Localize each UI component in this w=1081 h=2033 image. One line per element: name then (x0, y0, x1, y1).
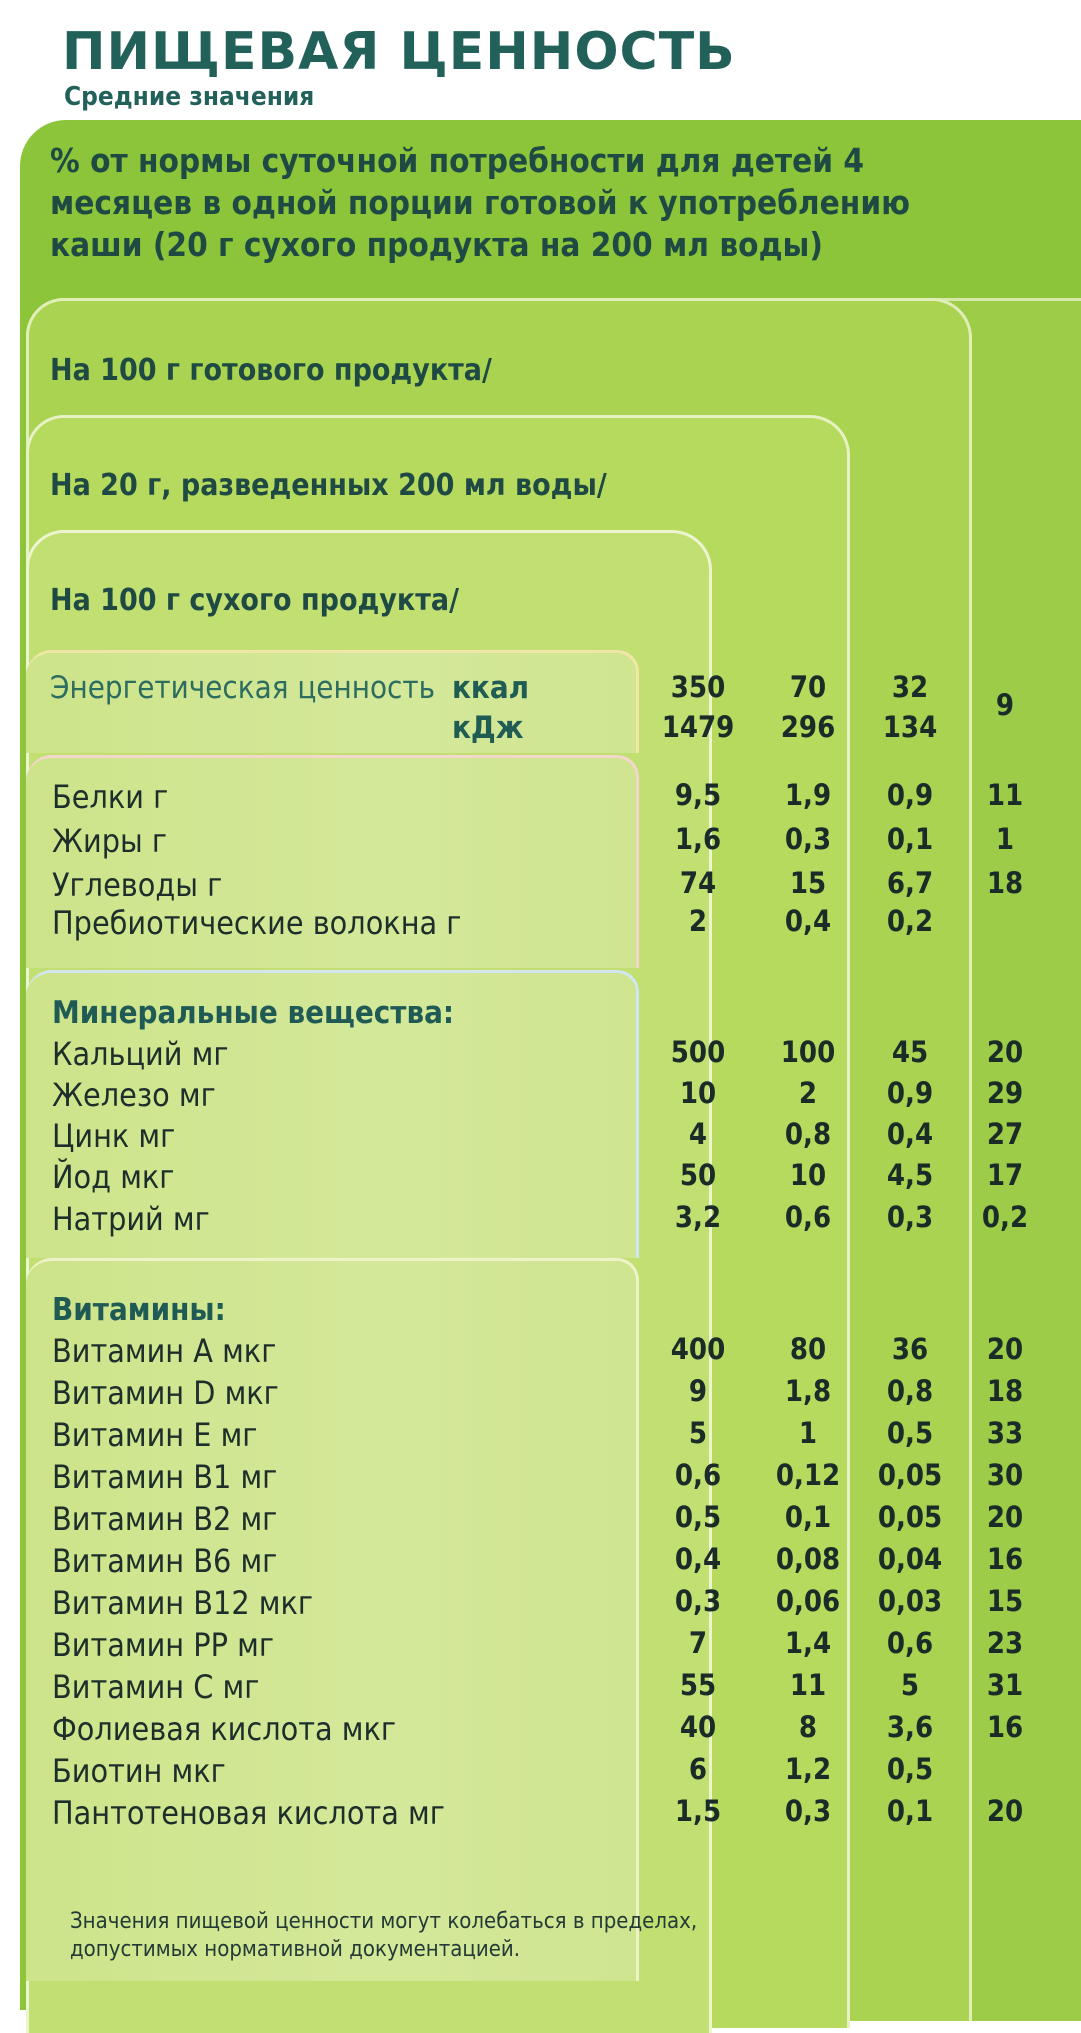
cell-value: 4 (688, 1117, 708, 1151)
header-per-100g-ready: На 100 г готового продукта/ (50, 353, 492, 388)
cell-value: 31 (986, 1668, 1024, 1702)
cell-value: 36 (891, 1332, 929, 1366)
cell-value: 0,4 (674, 1542, 722, 1576)
cell-value: 0,6 (674, 1458, 722, 1492)
cell-value: 0,6 (784, 1200, 832, 1234)
cell-value: 0,9 (886, 778, 934, 812)
cell-value: 11 (986, 778, 1024, 812)
cell-value: 1 (995, 822, 1015, 856)
cell-value: 0,8 (784, 1117, 832, 1151)
nutrient-name: Витамин РР мг (52, 1626, 274, 1664)
cell-value: 1,9 (784, 778, 832, 812)
cell-value: 5 (900, 1668, 920, 1702)
cell-value: 1,8 (784, 1374, 832, 1408)
cell-value: 0,06 (775, 1584, 841, 1618)
cell-value: 27 (986, 1117, 1024, 1151)
energy-kj-value: 1479 (661, 710, 735, 744)
table-row (0, 822, 1081, 862)
table-row (0, 1752, 1081, 1792)
cell-value: 20 (986, 1500, 1024, 1534)
nutrient-name: Цинк мг (52, 1117, 176, 1155)
cell-value: 1,6 (674, 822, 722, 856)
energy-unit-kj: кДж (452, 710, 524, 746)
cell-value: 0,9 (886, 1076, 934, 1110)
cell-value: 9,5 (674, 778, 722, 812)
cell-value: 3,6 (886, 1710, 934, 1744)
cell-value: 0,3 (886, 1200, 934, 1234)
cell-value: 400 (670, 1332, 726, 1366)
energy-kcal-value: 32 (891, 670, 929, 704)
nutrient-name: Витамин D мкг (52, 1374, 279, 1412)
nutrient-name: Витамин В12 мкг (52, 1584, 313, 1622)
cell-value: 0,05 (877, 1500, 943, 1534)
energy-label: Энергетическая ценность (50, 670, 436, 706)
cell-value: 0,05 (877, 1458, 943, 1492)
cell-value: 0,04 (877, 1542, 943, 1576)
energy-kcal-value: 350 (670, 670, 726, 704)
cell-value: 0,5 (886, 1752, 934, 1786)
energy-kj-value: 296 (780, 710, 836, 744)
nutrient-name: Витамин С мг (52, 1668, 260, 1706)
cell-value: 0,12 (775, 1458, 841, 1492)
nutrient-name: Белки г (52, 778, 169, 816)
cell-value: 18 (986, 866, 1024, 900)
energy-kcal-row (0, 670, 1081, 722)
nutrient-name: Пребиотические волокна г (52, 904, 462, 942)
cell-value: 100 (780, 1035, 836, 1069)
table-row (0, 1626, 1081, 1666)
cell-value: 0,4 (784, 904, 832, 938)
cell-value: 6 (688, 1752, 708, 1786)
cell-value: 0,5 (674, 1500, 722, 1534)
table-row (0, 866, 1081, 906)
cell-value: 20 (986, 1035, 1024, 1069)
cell-value: 8 (798, 1710, 818, 1744)
energy-unit-kcal: ккал (452, 670, 530, 706)
table-row (0, 1076, 1081, 1116)
cell-value: 6,7 (886, 866, 934, 900)
nutrient-name: Углеводы г (52, 866, 223, 904)
cell-value: 0,3 (784, 822, 832, 856)
nutrient-name: Витамин Е мг (52, 1416, 258, 1454)
cell-value: 18 (986, 1374, 1024, 1408)
nutrient-name: Железо мг (52, 1076, 216, 1114)
cell-value: 0,1 (886, 822, 934, 856)
table-row (0, 1416, 1081, 1456)
cell-value: 80 (789, 1332, 827, 1366)
table-row (0, 778, 1081, 818)
cell-value: 0,2 (886, 904, 934, 938)
cell-value: 29 (986, 1076, 1024, 1110)
cell-value: 0,4 (886, 1117, 934, 1151)
cell-value: 20 (986, 1794, 1024, 1828)
cell-value: 50 (679, 1158, 717, 1192)
cell-value: 2 (688, 904, 708, 938)
cell-value: 10 (679, 1076, 717, 1110)
cell-value: 1 (798, 1416, 818, 1450)
table-row (0, 1200, 1081, 1240)
nutrient-name: Натрий мг (52, 1200, 210, 1238)
nutrient-name: Биотин мкг (52, 1752, 226, 1790)
table-row (0, 1668, 1081, 1708)
cell-value: 1,5 (674, 1794, 722, 1828)
cell-value: 0,1 (784, 1500, 832, 1534)
cell-value: 1,2 (784, 1752, 832, 1786)
cell-value: 23 (986, 1626, 1024, 1660)
table-row (0, 1584, 1081, 1624)
cell-value: 0,03 (877, 1584, 943, 1618)
table-row (0, 1332, 1081, 1372)
nutrient-name: Йод мкг (52, 1158, 175, 1196)
cell-value: 16 (986, 1542, 1024, 1576)
cell-value: 33 (986, 1416, 1024, 1450)
cell-value: 30 (986, 1458, 1024, 1492)
cell-value: 0,6 (886, 1626, 934, 1660)
cell-value: 10 (789, 1158, 827, 1192)
nutrient-name: Фолиевая кислота мкг (52, 1710, 396, 1748)
cell-value: 16 (986, 1710, 1024, 1744)
vitamins-title: Витамины: (52, 1292, 226, 1328)
page-subtitle: Средние значения (64, 82, 315, 112)
cell-value: 3,2 (674, 1200, 722, 1234)
cell-value: 74 (679, 866, 717, 900)
energy-kj-row (0, 710, 1081, 750)
cell-value: 5 (688, 1416, 708, 1450)
cell-value: 9 (688, 1374, 708, 1408)
nutrient-name: Витамин В6 мг (52, 1542, 278, 1580)
table-row (0, 1710, 1081, 1750)
header-per-100g-dry: На 100 г сухого продукта/ (50, 583, 459, 618)
cell-value: 0,3 (674, 1584, 722, 1618)
table-row (0, 1794, 1081, 1834)
energy-kcal-value: 70 (789, 670, 827, 704)
cell-value: 4,5 (886, 1158, 934, 1192)
energy-percent-value: 9 (995, 688, 1015, 722)
nutrient-name: Жиры г (52, 822, 167, 860)
table-row (0, 1374, 1081, 1414)
table-row (0, 1035, 1081, 1075)
cell-value: 0,1 (886, 1794, 934, 1828)
table-row (0, 1542, 1081, 1582)
header-percent-norm: % от нормы суточной потребности для детей 4 месяцев в одной порции готовой к употреблению каши (20 г сухого продукта на 200 мл воды) (50, 141, 910, 264)
cell-value: 1,4 (784, 1626, 832, 1660)
cell-value: 17 (986, 1158, 1024, 1192)
header-per-20g-diluted: На 20 г, разведенных 200 мл воды/ (50, 468, 607, 503)
cell-value: 2 (798, 1076, 818, 1110)
nutrient-name: Пантотеновая кислота мг (52, 1794, 445, 1832)
cell-value: 7 (688, 1626, 708, 1660)
cell-value: 11 (789, 1668, 827, 1702)
cell-value: 15 (789, 866, 827, 900)
page-title: ПИЩЕВАЯ ЦЕННОСТЬ (62, 22, 736, 82)
cell-value: 0,3 (784, 1794, 832, 1828)
table-row (0, 1500, 1081, 1540)
footnote: Значения пищевой ценности могут колебаться в пределах, допустимых нормативной документацией. (70, 1909, 698, 1962)
cell-value: 45 (891, 1035, 929, 1069)
cell-value: 0,2 (981, 1200, 1029, 1234)
cell-value: 55 (679, 1668, 717, 1702)
cell-value: 0,8 (886, 1374, 934, 1408)
nutrient-name: Витамин В2 мг (52, 1500, 278, 1538)
cell-value: 500 (670, 1035, 726, 1069)
table-row (0, 1458, 1081, 1498)
cell-value: 0,5 (886, 1416, 934, 1450)
nutrient-name: Кальций мг (52, 1035, 229, 1073)
energy-kj-value: 134 (882, 710, 938, 744)
table-row (0, 1117, 1081, 1157)
cell-value: 40 (679, 1710, 717, 1744)
cell-value: 0,08 (775, 1542, 841, 1576)
minerals-title: Минеральные вещества: (52, 995, 455, 1031)
cell-value: 15 (986, 1584, 1024, 1618)
cell-value: 20 (986, 1332, 1024, 1366)
table-row (0, 1158, 1081, 1198)
table-row (0, 904, 1081, 944)
nutrient-name: Витамин А мкг (52, 1332, 277, 1370)
nutrient-name: Витамин В1 мг (52, 1458, 278, 1496)
